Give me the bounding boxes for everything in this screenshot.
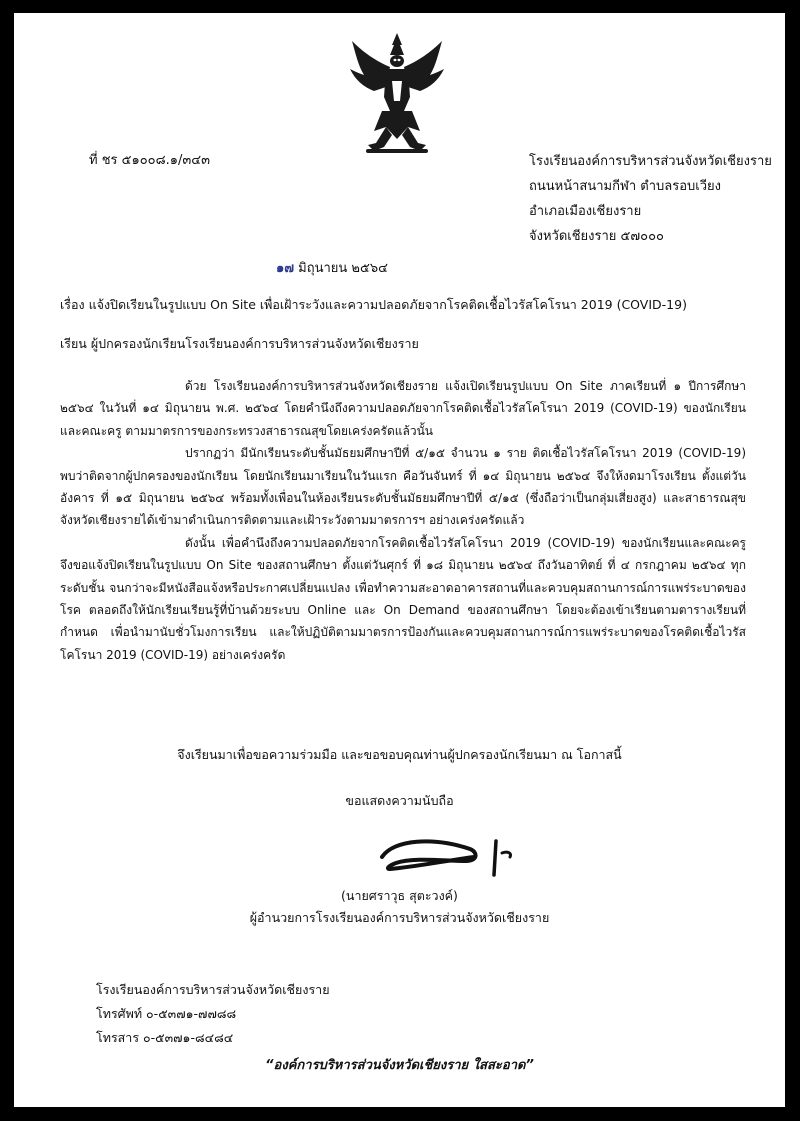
date-month-year: มิถุนายน ๒๕๖๔ xyxy=(298,261,388,276)
footer-fax: โทรสาร ๐-๕๓๗๑-๘๔๘๔ xyxy=(96,1030,234,1045)
signature-icon xyxy=(374,827,544,882)
sender-line: จังหวัดเชียงราย ๕๗๐๐๐ xyxy=(529,229,664,244)
footer-org: โรงเรียนองค์การบริหารส่วนจังหวัดเชียงราย xyxy=(96,982,330,997)
body-paragraph: ด้วย โรงเรียนองค์การบริหารส่วนจังหวัดเชียงราย แจ้งเปิดเรียนรูปแบบ On Site ภาคเรียนที่ ๑ ปีการศึกษา ๒๕๖๔ ในวันที่ ๑๔ มิถุนายน พ.ศ. ๒๕๖๔ โดยคำนึงถึงความปลอดภัยจากโรคติดเชื้อไวรัสโคโรนา 2019 (COVID-19) ของนักเรียนและคณะครู ตามมาตรการของกระทรวงสาธารณสุขโดยเคร่งครัดแล้วนั้น xyxy=(60,379,746,438)
date-day: ๑๗ xyxy=(276,261,295,276)
body-paragraph: ปรากฏว่า มีนักเรียนระดับชั้นมัธยมศึกษาปีที่ ๕/๑๕ จำนวน ๑ ราย ติดเชื้อไวรัสโคโรนา 2019 (COVID-19) พบว่าติดจากผู้ปกครองของนักเรียน โดยนักเรียนมาเรียนในวันแรก คือวันจันทร์ ที่ ๑๔ มิถุนายน ๒๕๖๔ จึงให้งดมาโรงเรียน ตั้งแต่วันอังคาร ที่ ๑๕ มิถุนายน ๒๕๖๔ พร้อมทั้งเพื่อนในห้องเรียนระดับชั้นมัธยมศึกษาปีที่ ๕/๑๕ (ซึ่งถือว่าเป็นกลุ่มเสี่ยงสูง) และสาธารณสุขจังหวัดเชียงรายได้เข้ามาดำเนินการติดตามและเฝ้าระวังตามมาตรการฯ อย่างเคร่งครัดแล้ว xyxy=(60,446,746,528)
closing-request: จึงเรียนมาเพื่อขอความร่วมมือ และขอขอบคุณท่านผู้ปกครองนักเรียนมา ณ โอกาสนี้ xyxy=(177,747,622,762)
letter-date xyxy=(276,257,388,278)
sender-line: โรงเรียนองค์การบริหารส่วนจังหวัดเชียงราย xyxy=(529,154,772,169)
slogan: “องค์การบริหารส่วนจังหวัดเชียงราย ใสสะอาด” xyxy=(265,1058,534,1073)
body-paragraph: ดังนั้น เพื่อคำนึงถึงความปลอดภัยจากโรคติดเชื้อไวรัสโคโรนา 2019 (COVID-19) ของนักเรียนและคณะครู จึงขอแจ้งปิดเรียนในรูปแบบ On Site ของสถานศึกษา ตั้งแต่วันศุกร์ ที่ ๑๘ มิถุนายน ๒๕๖๔ ถึงวันอาทิตย์ ที่ ๔ กรกฎาคม ๒๕๖๔ ทุกระดับชั้น จนกว่าจะมีหนังสือแจ้งหรือประกาศเปลี่ยนแปลง เพื่อทำความสะอาดอาคารสถานที่และควบคุมสถานการณ์การแพร่ระบาดของโรค ตลอดถึงให้นักเรียนเรียนรู้ที่บ้านด้วยระบบ Online และ On Demand ของสถานศึกษา โดยจะต้องเข้าเรียนตามตารางเรียนที่กำหนด เพื่อนำมานับชั่วโมงการเรียน และให้ปฏิบัติตามมาตรการป้องกันและควบคุมสถานการณ์การแพร่ระบาดของโรคติดเชื้อไวรัสโคโรนา 2019 (COVID-19) อย่างเคร่งครัด xyxy=(60,535,746,662)
letter-body xyxy=(60,375,746,666)
letter-page xyxy=(14,13,785,1107)
closing-regards: ขอแสดงความนับถือ xyxy=(345,793,454,808)
letter-recipient: เรียน ผู้ปกครองนักเรียนโรงเรียนองค์การบริหารส่วนจังหวัดเชียงราย xyxy=(60,336,419,351)
garuda-emblem-icon xyxy=(346,31,448,159)
letter-subject: เรื่อง แจ้งปิดเรียนในรูปแบบ On Site เพื่อเฝ้าระวังและความปลอดภัยจากโรคติดเชื้อไวรัสโคโรนา 2019 (COVID-19) xyxy=(60,297,687,312)
sender-address xyxy=(529,149,772,249)
sender-line: อำเภอเมืองเชียงราย xyxy=(529,204,642,219)
footer-phone: โทรศัพท์ ๐-๕๓๗๑-๗๗๘๘ xyxy=(96,1006,237,1021)
signer-title: ผู้อำนวยการโรงเรียนองค์การบริหารส่วนจังหวัดเชียงราย xyxy=(249,910,550,925)
letter-footer xyxy=(96,978,330,1050)
signer-name: (นายศราวุธ สุตะวงค์) xyxy=(341,888,458,903)
sender-line: ถนนหน้าสนามกีฬา ตำบลรอบเวียง xyxy=(529,179,721,194)
document-number: ที่ ชร ๕๑๐๐๘.๑/๓๔๓ xyxy=(89,153,211,168)
